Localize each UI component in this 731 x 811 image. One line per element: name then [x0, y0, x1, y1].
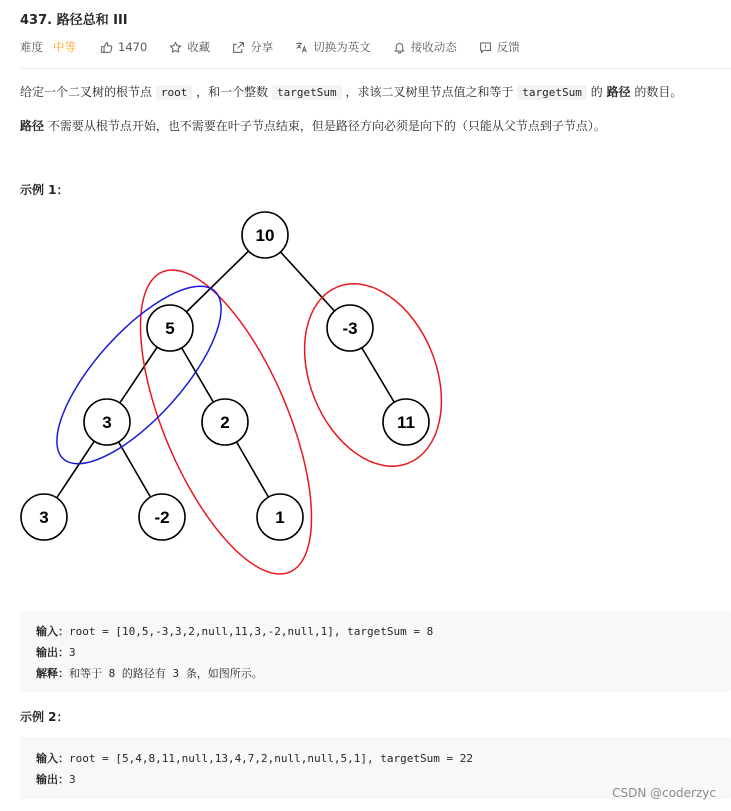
example-1-title: 示例 1：: [20, 183, 69, 197]
feedback-button[interactable]: 反馈: [479, 39, 520, 55]
tree-node: [257, 494, 303, 540]
switch-language-button[interactable]: 切换为英文: [295, 39, 371, 55]
svg-text:11: 11: [397, 413, 415, 432]
svg-text:-2: -2: [154, 508, 170, 527]
svg-text:-3: -3: [342, 319, 358, 338]
description-paragraph-1: 给定一个二叉树的根节点 root ，和一个整数 targetSum ，求该二叉树里节点值之和等于 targetSum 的 路径 的数目。: [20, 85, 683, 99]
tree-node: [242, 212, 288, 258]
tree-node: [84, 399, 130, 445]
path-highlight-red-minus3-11: [279, 263, 467, 486]
difficulty-badge: 中等: [53, 40, 76, 54]
example-2-code-block: 输入：root = [5,4,8,11,null,13,4,7,2,null,null,5,1], targetSum = 22 输出：3: [20, 737, 731, 799]
inline-code-targetsum: targetSum: [272, 85, 342, 100]
favorite-button[interactable]: 收藏: [169, 39, 210, 55]
subscribe-button[interactable]: 接收动态: [393, 39, 457, 55]
svg-text:2: 2: [220, 413, 230, 432]
svg-text:10: 10: [255, 226, 275, 245]
csdn-watermark: CSDN @coderzyc: [612, 786, 716, 800]
tree-edges: [44, 235, 406, 517]
svg-text:1: 1: [275, 508, 285, 527]
example-2-title: 示例 2：: [20, 710, 69, 724]
inline-code-root: root: [156, 85, 193, 100]
svg-text:3: 3: [39, 508, 49, 527]
tree-nodes: [21, 212, 429, 540]
tree-node: [21, 494, 67, 540]
share-button[interactable]: 分享: [232, 39, 273, 55]
svg-text:3: 3: [102, 413, 112, 432]
problem-title: 437. 路径总和 III: [20, 13, 128, 28]
tree-node: [383, 399, 429, 445]
like-count: 1470: [118, 40, 148, 54]
tree-node: [327, 305, 373, 351]
svg-text:5: 5: [165, 319, 175, 338]
tree-node: [202, 399, 248, 445]
tree-node: [147, 305, 193, 351]
difficulty-label: 难度: [20, 40, 43, 54]
description-paragraph-2: 路径 不需要从根节点开始，也不需要在叶子节点结束，但是路径方向必须是向下的（只能从父节点到子节点）。: [20, 119, 606, 133]
tree-node: [139, 494, 185, 540]
example-1-code-block: 输入：root = [10,5,-3,3,2,null,11,3,-2,null,1], targetSum = 8 输出：3 解释：和等于 8 的路径有 3 条，如图所示。: [20, 611, 731, 692]
inline-code-targetsum: targetSum: [517, 85, 587, 100]
